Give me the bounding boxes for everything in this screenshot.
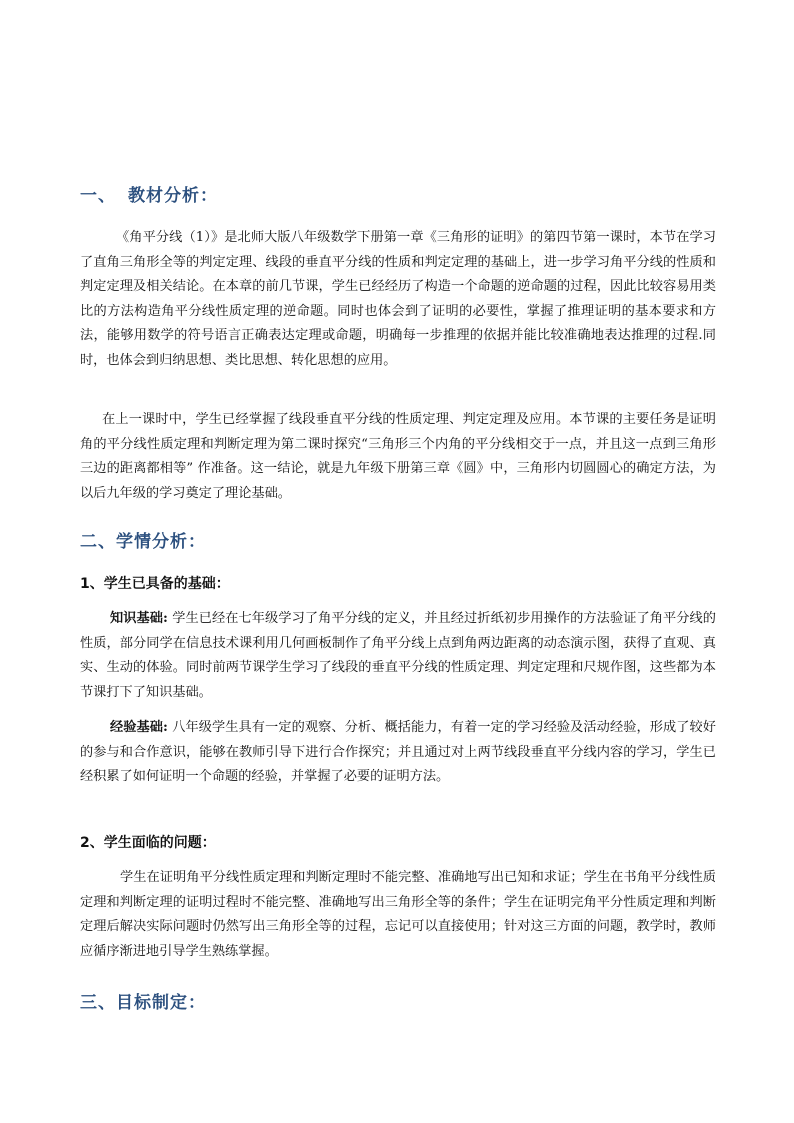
paragraph-textbook-context: 在上一课时中，学生已经掌握了线段垂直平分线的性质定理、判定定理及应用。本节课的主要任务是证明角的平分线性质定理和判断定理为第二课时探究“三角形三个内角的平分线相交于一点，并且这一点到三角形三边的距离都相等” 作准备。这一结论，就是九年级下册第三章《圆》中，三角形内切圆圆心的确定方法，为以后九年级的学习奠定了理论基础。 [80, 412, 716, 501]
knowledge-foundation-text: 学生已经在七年级学习了角平分线的定义，并且经过折纸初步用操作的方法验证了角平分线的性质，部分同学在信息技术课利用几何画板制作了角平分线上点到角两边距离的动态演示图，获得了直观、真实、生动的体验。同时前两节课学生学习了线段的垂直平分线的性质定理、判定定理和尺规作图，这些都为本节课打下了知识基础。 [80, 611, 716, 700]
experience-foundation-text: 八年级学生具有一定的观察、分析、概括能力，有着一定的学习经验及活动经验，形成了较好的参与和合作意识，能够在教师引导下进行合作探究；并且通过对上两节线段垂直平分线内容的学习，学生已经积累了如何证明一个命题的经验，并掌握了必要的证明方法。 [80, 720, 716, 784]
subheading-problems-faced: 2、学生面临的问题： [80, 835, 216, 851]
section-heading-textbook-analysis [80, 181, 218, 206]
paragraph-experience-foundation [80, 716, 716, 790]
paragraph-problems-faced: 学生在证明角平分线性质定理和判断定理时不能完整、准确地写出已知和求证；学生在书角平分线性质定理和判断定理的证明过程时不能完整、准确地写出三角形全等的条件；学生在证明完角平分性质定理和判断定理后解决实际问题时仍然写出三角形全等的过程，忘记可以直接使用；针对这三方面的问题，教学时，教师应循序渐进地引导学生熟练掌握。 [80, 870, 716, 959]
section-number: 一、 [80, 186, 116, 206]
subheading-existing-foundation: 1、学生已具备的基础： [80, 576, 230, 592]
experience-foundation-label: 经验基础: [110, 720, 168, 735]
paragraph-knowledge-foundation [80, 607, 716, 705]
section-heading-learner-analysis: 二、学情分析： [80, 532, 206, 552]
knowledge-foundation-label: 知识基础: [110, 611, 168, 626]
section-title: 教材分析： [128, 186, 218, 206]
section-heading-goal-setting: 三、目标制定： [80, 993, 206, 1013]
paragraph-textbook-intro: 《角平分线（1）》是北师大版八年级数学下册第一章《三角形的证明》的第四节第一课时，本节在学习了直角三角形全等的判定定理、线段的垂直平分线的性质和判定定理的基础上，进一步学习角平分线的性质和判定定理及相关结论。在本章的前几节课，学生已经经历了构造一个命题的逆命题的过程，因此比较容易用类比的方法构造角平分线性质定理的逆命题。同时也体会到了证明的必要性，掌握了推理证明的基本要求和方法，能够用数学的符号语言正确表达定理或命题，明确每一步推理的依据并能比较准确地表达推理的过程.同时，也体会到归纳思想、类比思想、转化思想的应用。 [80, 230, 716, 368]
